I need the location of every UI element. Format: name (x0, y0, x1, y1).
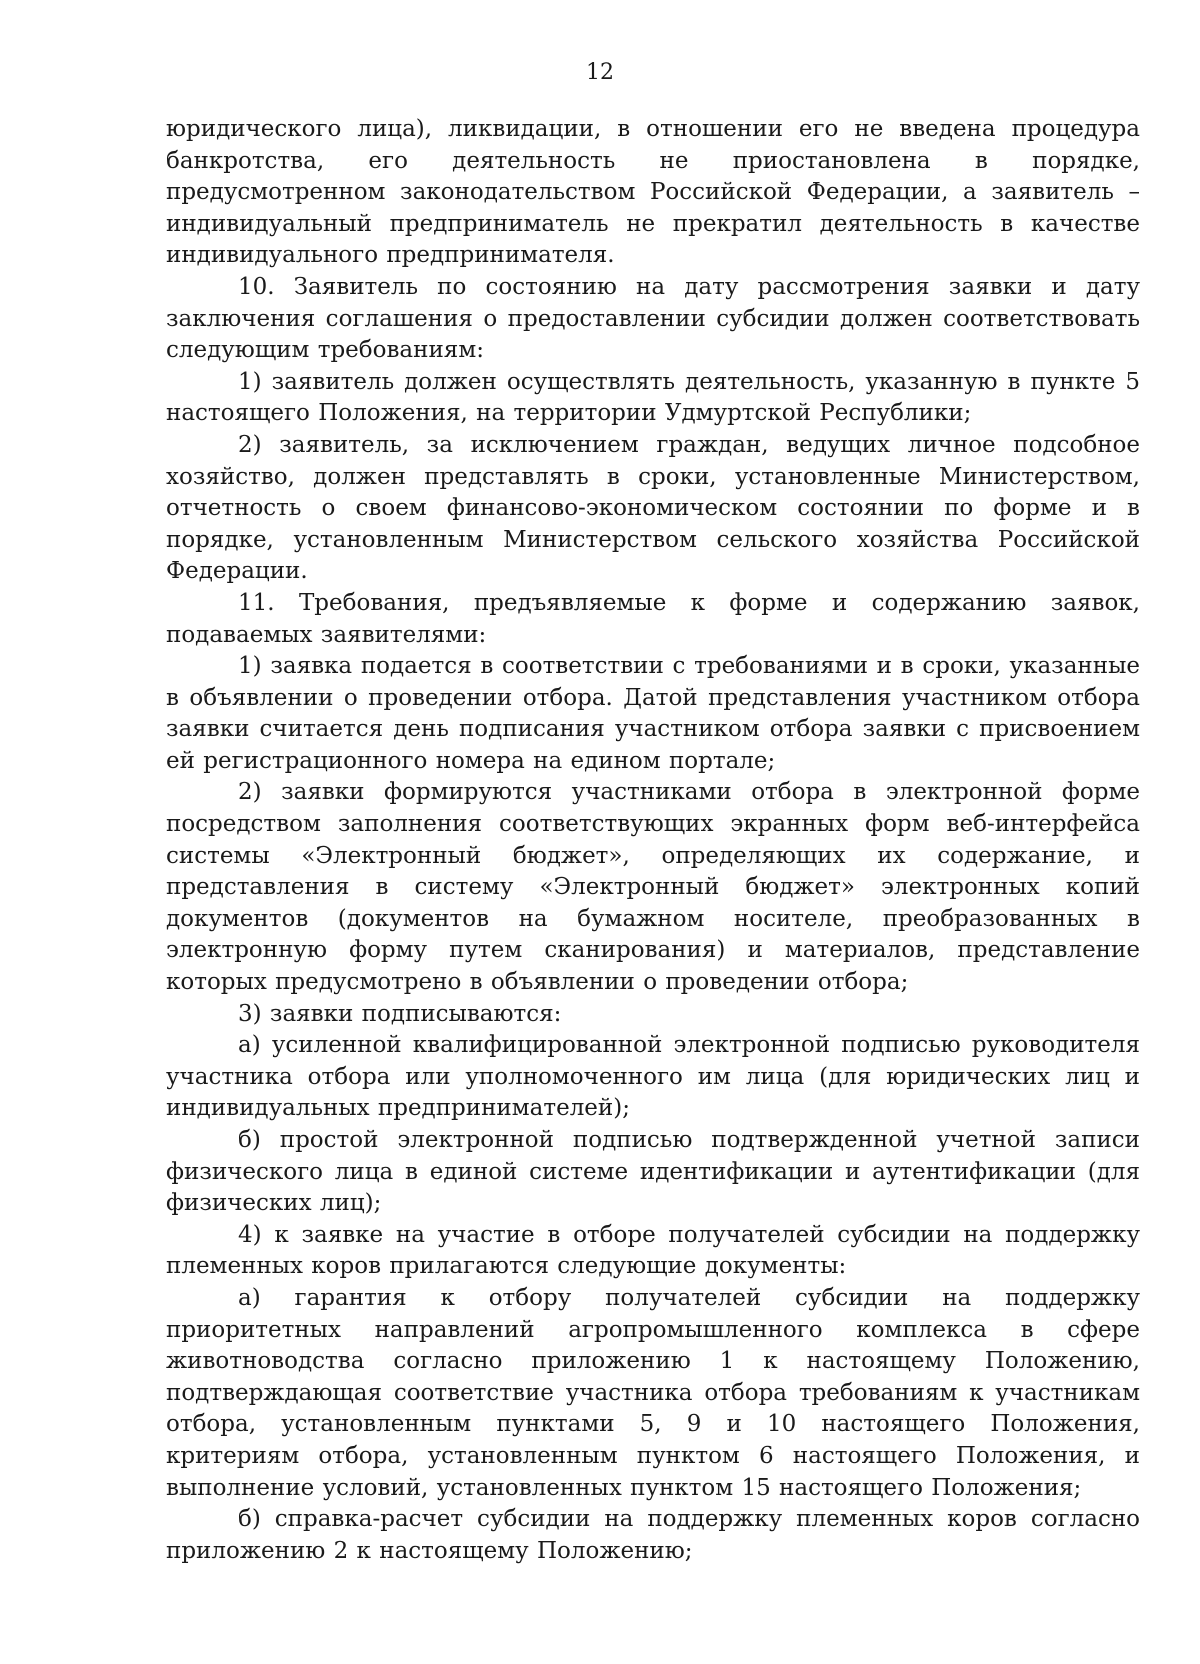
paragraph-continuation: юридического лица), ликвидации, в отношении его не введена процедура банкротства, его деятельность не приостановлена в порядке, предусмотренном законодательством Российской Федерации, а заявитель – индивидуальный предприниматель не прекратил деятельность в качестве индивидуального предпринимателя. (166, 116, 1140, 269)
paragraph-clause-10-item-1: 1) заявитель должен осуществлять деятельность, указанную в пункте 5 настоящего Положения, на территории Удмуртской Республики; (166, 368, 1140, 427)
paragraph-clause-11: 11. Требования, предъявляемые к форме и содержанию заявок, подаваемых заявителями: (166, 589, 1140, 648)
page-number: 12 (586, 60, 614, 85)
document-body (166, 114, 1140, 1567)
paragraph-clause-11-item-3a: а) усиленной квалифицированной электронной подписью руководителя участника отбора или уполномоченного им лица (для юридических лиц и индивидуальных предпринимателей); (166, 1032, 1140, 1122)
paragraph-clause-11-item-3b: б) простой электронной подписью подтвержденной учетной записи физического лица в единой системе идентификации и аутентификации (для физических лиц); (166, 1127, 1140, 1217)
paragraph-clause-10: 10. Заявитель по состоянию на дату рассмотрения заявки и дату заключения соглашения о предоставлении субсидии должен соответствовать следующим требованиям: (166, 273, 1140, 364)
paragraph-clause-11-item-4b: б) справка-расчет субсидии на поддержку племенных коров согласно приложению 2 к настоящему Положению; (166, 1506, 1140, 1564)
paragraph-clause-11-item-4: 4) к заявке на участие в отборе получателей субсидии на поддержку племенных коров прилагаются следующие документы: (166, 1221, 1140, 1280)
paragraph-clause-11-item-1: 1) заявка подается в соответствии с требованиями и в сроки, указанные в объявлении о проведении отбора. Датой представления участником отбора заявки считается день подписания участником отбора заявки с присвоением ей регистрационного номера на едином портале; (166, 653, 1140, 774)
paragraph-clause-11-item-2: 2) заявки формируются участниками отбора в электронной форме посредством заполнения соответствующих экранных форм веб-интерфейса системы «Электронный бюджет», определяющих их содержание, и представления в систему «Электронный бюджет» электронных копий документов (документов на бумажном носителе, преобразованных в электронную форму путем сканирования) и материалов, представление которых предусмотрено в объявлении о проведении отбора; (166, 779, 1140, 996)
paragraph-clause-11-item-4a: а) гарантия к отбору получателей субсидии на поддержку приоритетных направлений агропромышленного комплекса в сфере животноводства согласно приложению 1 к настоящему Положению, подтверждающая соответствие участника отбора требованиям к участникам отбора, установленным пунктами 5, 9 и 10 настоящего Положения, критериям отбора, установленным пунктом 6 настоящего Положения, и выполнение условий, установленных пунктом 15 настоящего Положения; (166, 1284, 1140, 1501)
paragraph-clause-11-item-3: 3) заявки подписываются: (238, 1000, 562, 1027)
paragraph-clause-10-item-2: 2) заявитель, за исключением граждан, ведущих личное подсобное хозяйство, должен представлять в сроки, установленные Министерством, отчетность о своем финансово-экономическом состоянии по форме и в порядке, установленным Министерством сельского хозяйства Российской Федерации. (166, 431, 1140, 585)
